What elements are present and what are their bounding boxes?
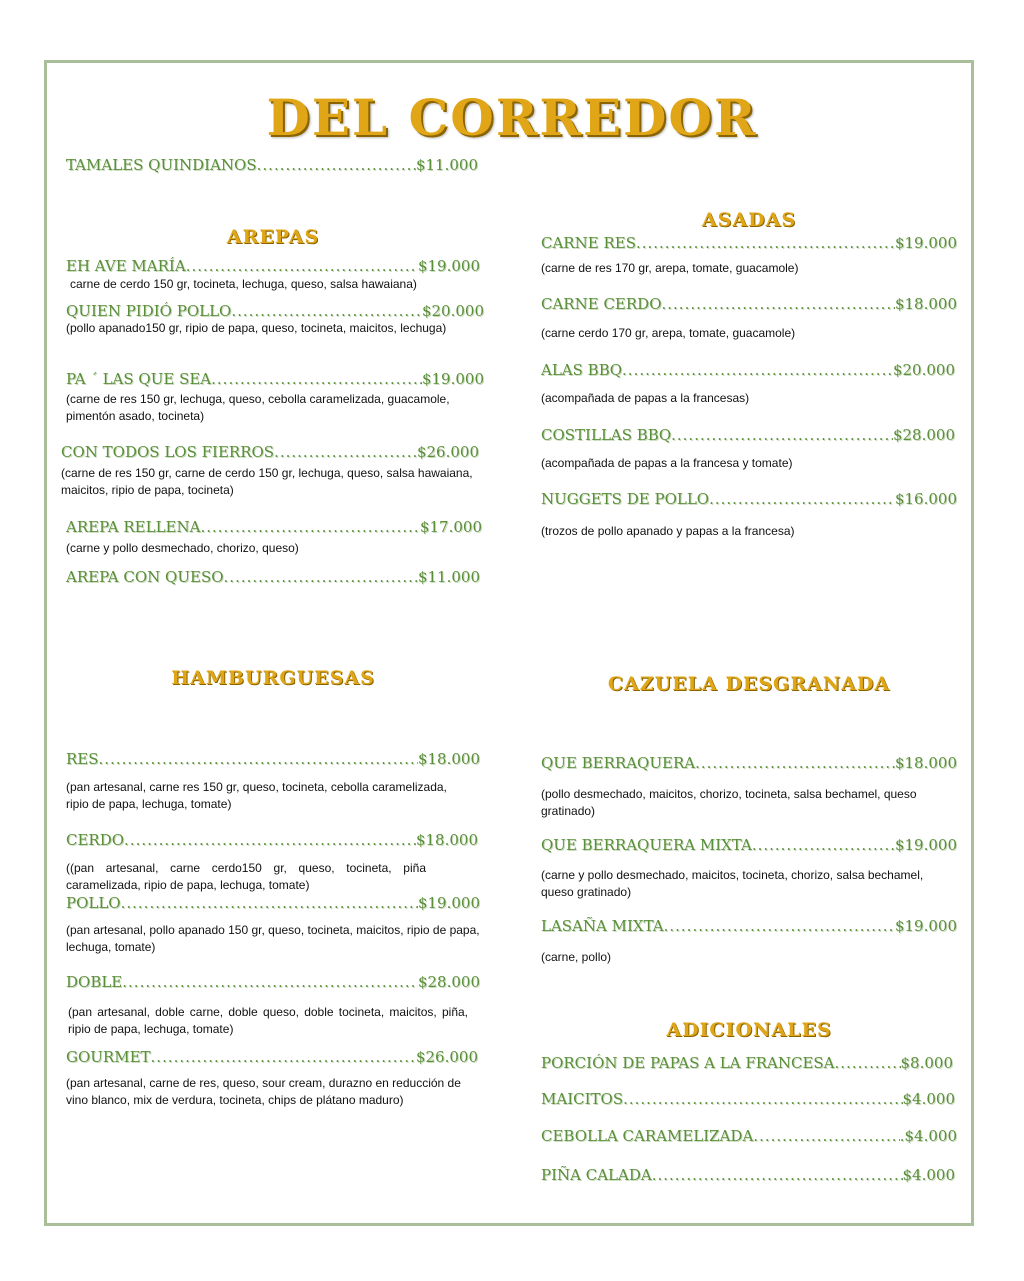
menu-item: QUIEN PIDIÓ POLLO ..... $20.000	[66, 302, 484, 320]
item-description: (carne de res 170 gr, arepa, tomate, guacamole)	[541, 261, 799, 275]
menu-item: CEBOLLA CARAMELIZADA ..... .$4.000	[541, 1127, 957, 1145]
item-description: (carne y pollo desmechado, maicitos, tocineta, chorizo, salsa bechamel, queso gratinado)	[541, 868, 924, 899]
menu-item: EH AVE MARÍA ..... $19.000	[66, 257, 480, 275]
menu-item: RES ..... $18.000	[66, 750, 480, 768]
menu-item: LASAÑA MIXTA ..... $19.000	[541, 917, 957, 935]
menu-item: PIÑA CALADA ..... $4.000	[541, 1166, 955, 1184]
menu-item: PORCIÓN DE PAPAS A LA FRANCESA ..... $8.000	[541, 1054, 953, 1072]
item-description: (pollo apanado150 gr, ripio de papa, queso, tocineta, maicitos, lechuga)	[66, 321, 447, 335]
menu-item: PA ´ LAS QUE SEA ..... $19.000	[66, 370, 484, 388]
item-description: (carne cerdo 170 gr, arepa, tomate, guacamole)	[541, 326, 796, 340]
item-description: (acompañada de papas a la francesas)	[541, 391, 750, 405]
item-description: carne de cerdo 150 gr, tocineta, lechuga, queso, salsa hawaiana)	[70, 277, 417, 291]
item-description: (trozos de pollo apanado y papas a la francesa)	[541, 524, 795, 538]
item-description: ((pan artesanal, carne cerdo150 gr, queso, tocineta, piña caramelizada, ripio de papa, lechuga, tomate)	[66, 861, 426, 892]
menu-title: DEL CORREDOR	[266, 88, 758, 147]
section-heading-cazuela: CAZUELA DESGRANADA	[607, 673, 891, 695]
item-description: (pan artesanal, doble carne, doble queso, doble tocineta, maicitos, piña, ripio de papa, lechuga, tomate)	[68, 1005, 468, 1036]
item-name: TAMALES QUINDIANOS	[66, 156, 257, 174]
section-heading-arepas: AREPAS	[226, 226, 320, 248]
menu-item: CERDO ..... $18.000	[66, 831, 478, 849]
item-price: $11.000	[415, 156, 478, 174]
item-description: (pan artesanal, pollo apanado 150 gr, queso, tocineta, maicitos, ripio de papa, lechuga, tomate)	[66, 923, 480, 954]
item-description: (carne de res 150 gr, lechuga, queso, cebolla caramelizada, guacamole, pimentón asado, tocineta)	[66, 392, 450, 423]
section-heading-hamburguesas: HAMBURGUESAS	[171, 667, 375, 689]
item-description: (pan artesanal, carne res 150 gr, queso, tocineta, cebolla caramelizada, ripio de papa, lechuga, tomate)	[66, 780, 447, 811]
menu-item: QUE BERRAQUERA ..... $18.000	[541, 754, 957, 772]
item-description: (carne y pollo desmechado, chorizo, queso)	[66, 541, 299, 555]
item-description: (carne de res 150 gr, carne de cerdo 150 gr, lechuga, queso, salsa hawaiana, maicitos, ripio de papa, tocineta)	[61, 466, 473, 497]
item-description: (acompañada de papas a la francesa y tomate)	[541, 456, 793, 470]
menu-item: QUE BERRAQUERA MIXTA ..... $19.000	[541, 836, 957, 854]
menu-item: AREPA RELLENA ..... $17.000	[66, 518, 482, 536]
menu-item-tamales	[66, 156, 478, 174]
menu-item: CARNE CERDO ..... $18.000	[541, 295, 957, 313]
item-description: (pan artesanal, carne de res, queso, sour cream, durazno en reducción de vino blanco, mix de verdura, tocineta, chips de plátano maduro)	[66, 1076, 461, 1107]
menu-item: GOURMET ..... $26.000	[66, 1048, 478, 1066]
menu-item: CON TODOS LOS FIERROS ..... $26.000	[61, 443, 479, 461]
section-heading-adicionales: ADICIONALES	[666, 1019, 832, 1041]
section-heading-asadas: ASADAS	[701, 209, 797, 231]
menu-item: MAICITOS ..... $4.000	[541, 1090, 955, 1108]
item-description: (carne, pollo)	[541, 950, 612, 964]
menu-item: COSTILLAS BBQ ..... $28.000	[541, 426, 955, 444]
menu-item: CARNE RES ..... $19.000	[541, 234, 957, 252]
menu-item: DOBLE ..... $28.000	[66, 973, 480, 991]
menu-item: POLLO ..... $19.000	[66, 894, 480, 912]
item-description: (pollo desmechado, maicitos, chorizo, tocineta, salsa bechamel, queso gratinado)	[541, 787, 917, 818]
menu-item: ALAS BBQ ..... $20.000	[541, 361, 955, 379]
menu-item: NUGGETS DE POLLO ..... $16.000	[541, 490, 957, 508]
menu-item: AREPA CON QUESO ..... $11.000	[66, 568, 480, 586]
